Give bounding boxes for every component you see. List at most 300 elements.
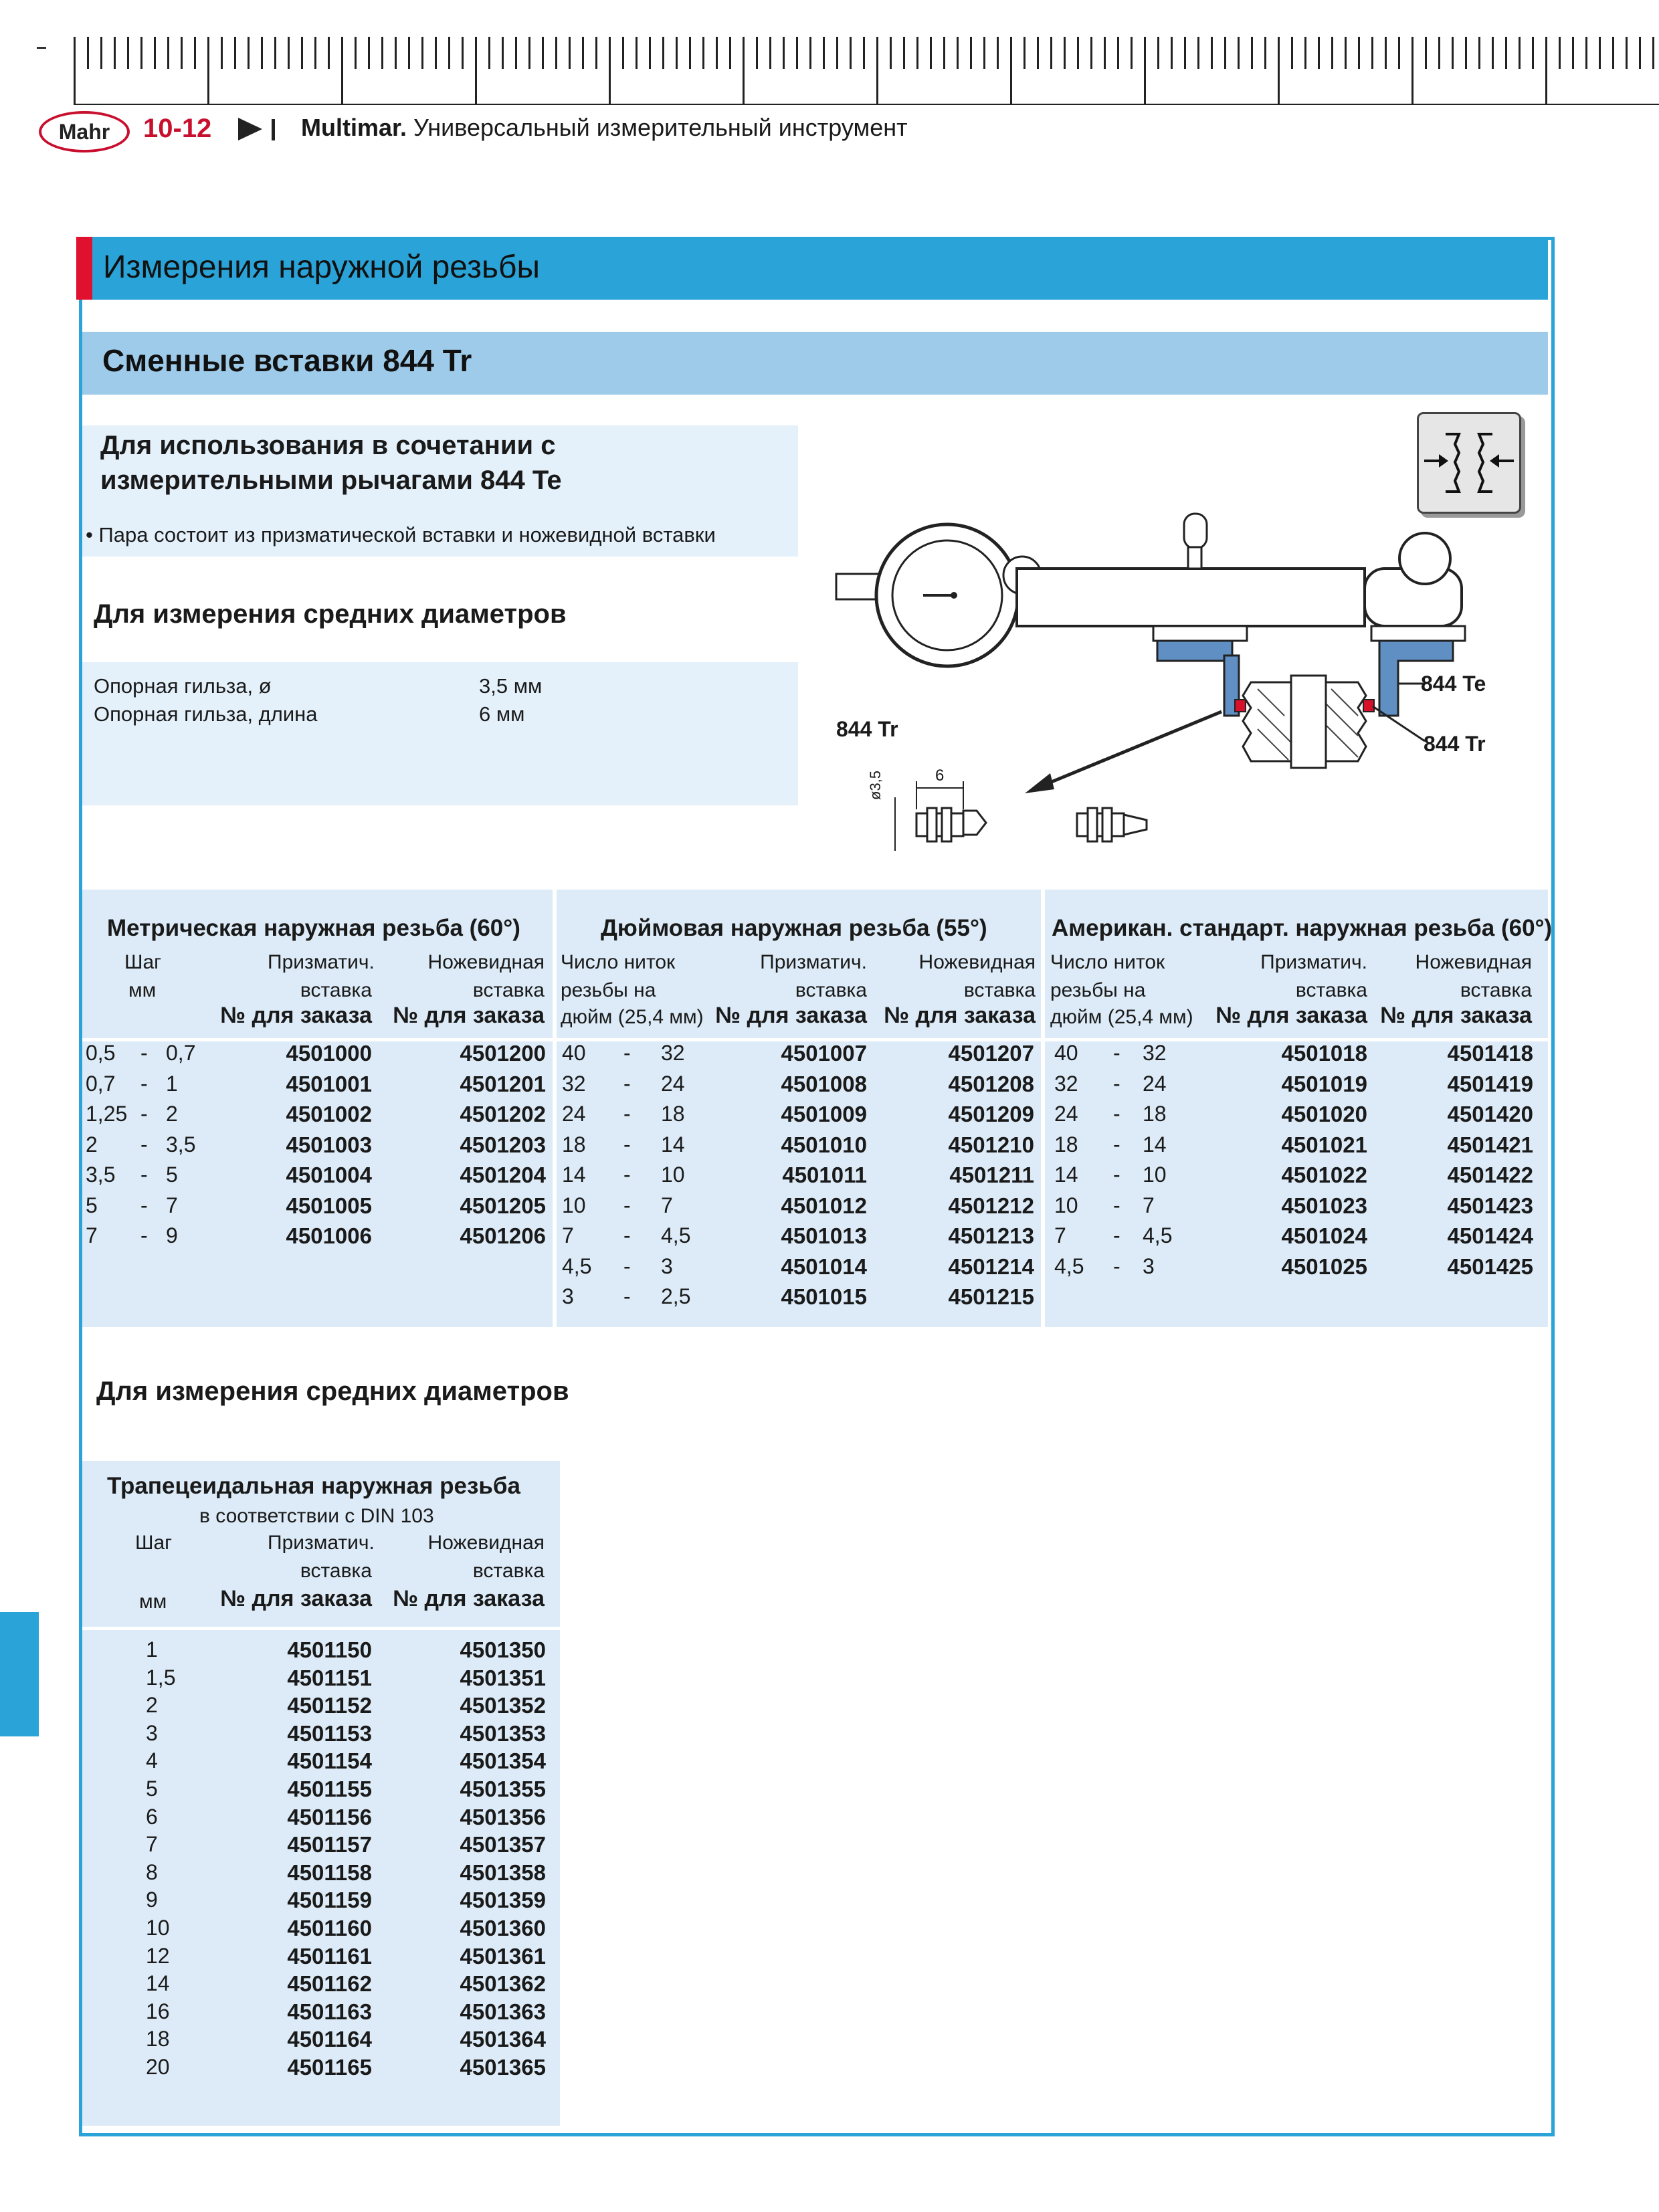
range-dash: - [623, 1223, 631, 1247]
range-to: 3 [661, 1253, 673, 1278]
trap-col3-l3: № для заказа [393, 1586, 545, 1611]
range-dash: - [1113, 1253, 1120, 1278]
trap-col2-l1: Призматич. [268, 1532, 375, 1554]
ruler-tick [1505, 37, 1507, 69]
knife-order-number: 4501422 [1447, 1163, 1533, 1187]
knife-order-number: 4501205 [460, 1193, 546, 1218]
table-row [86, 2027, 554, 2057]
table-row [562, 1193, 1038, 1224]
range-dash: - [1113, 1132, 1120, 1157]
knife-order-number: 4501362 [460, 1971, 546, 1997]
range-from: 18 [562, 1132, 586, 1157]
prism-order-number: 4501160 [287, 1916, 372, 1940]
prism-order-number: 4501024 [1281, 1223, 1367, 1248]
knife-order-number: 4501210 [948, 1132, 1034, 1157]
ruler-tick [1077, 37, 1079, 69]
prism-order-number: 4501159 [287, 1888, 372, 1913]
range-dash: - [623, 1041, 631, 1065]
ruler-tick [957, 37, 959, 69]
ruler-tick [1639, 37, 1641, 69]
metric-col3-l2: вставка [472, 979, 545, 1001]
metric-rows [86, 1041, 554, 1322]
trap-rows [86, 1637, 554, 2106]
ruler-tick [1519, 37, 1521, 69]
ruler-tick [408, 37, 410, 69]
knife-order-number: 4501208 [948, 1071, 1034, 1096]
table-row [1053, 1102, 1535, 1132]
table-row [562, 1072, 1038, 1102]
ruler-tick [716, 37, 718, 69]
prism-order-number: 4501153 [287, 1720, 372, 1746]
ruler-tick [1171, 37, 1173, 69]
knife-order-number: 4501353 [460, 1720, 546, 1746]
range-dash: - [140, 1102, 148, 1126]
prism-order-number: 4501151 [287, 1665, 372, 1690]
prism-order-number: 4501015 [781, 1284, 867, 1309]
ruler-tick [555, 37, 557, 69]
prism-order-number: 4501018 [1281, 1041, 1367, 1066]
table-row [562, 1284, 1038, 1315]
prism-order-number: 4501007 [781, 1041, 867, 1066]
ruler-tick [1545, 37, 1547, 104]
ruler-tick [943, 37, 945, 69]
ruler-tick [609, 37, 611, 104]
ruler-tick [502, 37, 504, 69]
range-to: 32 [661, 1041, 685, 1065]
ruler-tick [1117, 37, 1119, 69]
range-from: 32 [562, 1071, 586, 1096]
ruler-tick [1626, 37, 1628, 69]
metric-col2-l3: № для заказа [220, 1003, 372, 1028]
ruler-tick [1411, 37, 1413, 104]
range-dash: - [140, 1041, 148, 1065]
trap-col2-l3: № для заказа [220, 1586, 372, 1611]
mean-diam-title: Для измерения средних диаметров [94, 599, 567, 629]
knife-order-number: 4501202 [460, 1102, 546, 1126]
pitch-value: 2 [146, 1693, 158, 1718]
pitch-value: 3 [146, 1720, 158, 1745]
play-arrow-icon [238, 118, 262, 140]
knife-order-number: 4501209 [948, 1102, 1034, 1126]
ruler-tick [1278, 37, 1280, 104]
range-from: 24 [1054, 1102, 1078, 1126]
table-row [562, 1102, 1038, 1132]
ruler-tick [1652, 37, 1654, 69]
ruler-tick [368, 37, 370, 69]
ruler-tick [341, 37, 343, 104]
ruler-tick [1318, 37, 1320, 69]
knife-order-number: 4501354 [460, 1748, 546, 1774]
ruler-tick [1358, 37, 1360, 69]
range-to: 4,5 [1143, 1223, 1173, 1247]
trap-col3-l2: вставка [472, 1560, 545, 1582]
ruler-tick [1064, 37, 1066, 69]
ruler-tick [1371, 37, 1373, 69]
ruler-tick [850, 37, 852, 69]
knife-order-number: 4501360 [460, 1916, 546, 1940]
knife-order-number: 4501200 [460, 1041, 546, 1066]
table-row [562, 1132, 1038, 1163]
ruler-tick [1478, 37, 1480, 69]
ruler-tick [1238, 37, 1240, 69]
range-from: 18 [1054, 1132, 1078, 1157]
table-row [1053, 1163, 1535, 1193]
prism-order-number: 4501155 [287, 1777, 372, 1801]
prism-order-number: 4501002 [286, 1102, 372, 1126]
range-to: 24 [1143, 1071, 1167, 1096]
metric-col3-l3: № для заказа [393, 1003, 545, 1028]
prism-order-number: 4501023 [1281, 1193, 1367, 1218]
prism-order-number: 4501001 [286, 1071, 372, 1096]
pitch-value: 1 [146, 1637, 158, 1662]
ruler-tick [261, 37, 263, 69]
table-row [86, 1666, 554, 1696]
prism-order-number: 4501013 [781, 1223, 867, 1248]
range-dash: - [140, 1132, 148, 1157]
range-from: 4,5 [1054, 1253, 1084, 1278]
subsection-header [82, 332, 1548, 395]
prism-order-number: 4501164 [287, 2027, 372, 2052]
prism-order-number: 4501011 [782, 1163, 867, 1187]
prism-order-number: 4501162 [287, 1971, 372, 1997]
knife-order-number: 4501425 [1447, 1253, 1533, 1279]
range-dash: - [1113, 1071, 1120, 1096]
table-row [86, 1072, 554, 1102]
section-header [92, 237, 1548, 300]
prism-order-number: 4501157 [287, 1832, 372, 1857]
range-to: 14 [661, 1132, 685, 1157]
range-dash: - [1113, 1223, 1120, 1247]
range-dash: - [623, 1102, 631, 1126]
ruler-tick [87, 37, 89, 69]
metric-col1-l2: мм [128, 979, 157, 1001]
knife-order-number: 4501421 [1447, 1132, 1533, 1157]
pitch-value: 10 [146, 1916, 170, 1940]
pitch-value: 4 [146, 1748, 158, 1773]
ruler-tick [314, 37, 316, 69]
spec-value-1: 3,5 мм [479, 674, 543, 698]
table-row [1053, 1223, 1535, 1254]
knife-order-number: 4501356 [460, 1804, 546, 1829]
prism-order-number: 4501156 [287, 1804, 372, 1829]
range-from: 14 [1054, 1163, 1078, 1187]
knife-order-number: 4501358 [460, 1859, 546, 1885]
ruler-tick [1010, 37, 1012, 104]
label-844-tr-left: 844 Tr [836, 717, 898, 741]
range-from: 7 [1054, 1223, 1066, 1247]
spec-label-1: Опорная гильза, ø [94, 674, 272, 698]
range-from: 14 [562, 1163, 586, 1187]
ruler-tick [154, 37, 156, 69]
range-from: 24 [562, 1102, 586, 1126]
page-number: 10-12 [143, 114, 212, 143]
ruler-tick [1465, 37, 1467, 69]
metric-col2-l1: Призматич. [268, 951, 375, 973]
range-from: 32 [1054, 1071, 1078, 1096]
table-row [86, 1223, 554, 1254]
knife-order-number: 4501211 [949, 1163, 1034, 1187]
brand-bold: Multimar. [301, 114, 407, 141]
range-to: 10 [661, 1163, 685, 1187]
ruler-tick [1304, 37, 1306, 69]
range-from: 4,5 [562, 1253, 592, 1278]
pitch-value: 12 [146, 1943, 170, 1968]
range-to: 2 [166, 1102, 178, 1126]
range-to: 3 [1143, 1253, 1155, 1278]
inch-col2-l1: Призматич. [760, 951, 867, 973]
ruler-tick [930, 37, 932, 69]
ruler-tick [1572, 37, 1574, 69]
ruler-tick [890, 37, 892, 69]
inch-col3-l3: № для заказа [884, 1003, 1036, 1028]
ruler-tick [1559, 37, 1561, 69]
metric-col3-l1: Ножевидная [427, 951, 545, 973]
us-col2-l3: № для заказа [1215, 1003, 1367, 1028]
pitch-value: 18 [146, 2027, 170, 2051]
ruler-tick [207, 37, 209, 104]
table-row [86, 1805, 554, 1835]
trap-col2-l2: вставка [300, 1560, 372, 1582]
label-844-te: 844 Te [1421, 672, 1486, 696]
inch-title: Дюймовая наружная резьба (55°) [601, 915, 987, 941]
prism-order-number: 4501161 [287, 1943, 372, 1969]
ruler-tick [1184, 37, 1186, 69]
table-row [86, 1971, 554, 2002]
ruler-tick [167, 37, 169, 69]
ruler-tick [488, 37, 490, 69]
range-to: 32 [1143, 1041, 1167, 1065]
ruler-tick [796, 37, 798, 69]
table-row [86, 2055, 554, 2086]
table-row [86, 1041, 554, 1072]
prism-order-number: 4501000 [286, 1041, 372, 1066]
ruler-dash [37, 47, 46, 49]
knife-order-number: 4501418 [1447, 1041, 1533, 1066]
us-col1-l2: резьбы на [1050, 979, 1146, 1001]
inch-col3-l2: вставка [963, 979, 1036, 1001]
inch-col1-l3: дюйм (25,4 мм) [561, 1006, 704, 1028]
ruler-tick [515, 37, 517, 69]
us-col2-l1: Призматич. [1260, 951, 1367, 973]
ruler-tick [1599, 37, 1601, 69]
ruler-tick [1251, 37, 1253, 69]
range-dash: - [140, 1223, 148, 1247]
prism-order-number: 4501005 [286, 1193, 372, 1218]
table-row [86, 1132, 554, 1163]
ruler-tick [448, 37, 450, 69]
prism-order-number: 4501021 [1281, 1132, 1367, 1157]
prism-order-number: 4501006 [286, 1223, 372, 1248]
range-from: 2 [86, 1132, 98, 1157]
table-row [86, 1832, 554, 1863]
usage-line-1: Для использования в сочетании с [100, 431, 556, 460]
ruler-tick [702, 37, 704, 69]
separator [272, 119, 275, 140]
ruler-tick [127, 37, 129, 69]
ruler-tick [475, 37, 477, 104]
table-row [562, 1254, 1038, 1285]
knife-order-number: 4501361 [460, 1943, 546, 1969]
ruler-tick [756, 37, 758, 69]
us-col3-l2: вставка [1460, 979, 1532, 1001]
ruler-tick [421, 37, 423, 69]
knife-order-number: 4501352 [460, 1693, 546, 1718]
us-col3-l1: Ножевидная [1415, 951, 1532, 973]
trap-subtitle: в соответствии с DIN 103 [199, 1505, 434, 1527]
prism-order-number: 4501165 [287, 2055, 372, 2080]
range-dash: - [623, 1193, 631, 1217]
prism-order-number: 4501150 [287, 1637, 372, 1662]
prism-order-number: 4501025 [1281, 1253, 1367, 1279]
table-row [86, 1163, 554, 1193]
table-row [562, 1163, 1038, 1193]
prism-order-number: 4501019 [1281, 1071, 1367, 1096]
range-to: 3,5 [166, 1132, 196, 1157]
knife-order-number: 4501423 [1447, 1193, 1533, 1218]
prism-order-number: 4501163 [287, 1999, 372, 2024]
knife-order-number: 4501359 [460, 1888, 546, 1913]
table-row [86, 1888, 554, 1918]
knife-order-number: 4501204 [460, 1163, 546, 1187]
knife-order-number: 4501212 [948, 1193, 1034, 1218]
ruler-tick [863, 37, 865, 69]
table-row [1053, 1193, 1535, 1224]
table-row [86, 1999, 554, 2030]
table-row [86, 1944, 554, 1975]
ruler-tick [194, 37, 196, 69]
ruler-tick [1104, 37, 1106, 69]
section-title: Измерения наружной резьбы [103, 249, 540, 285]
ruler-tick [1157, 37, 1159, 69]
range-dash: - [623, 1253, 631, 1278]
inch-rows [562, 1041, 1038, 1322]
table-row [562, 1223, 1038, 1254]
us-col1-l3: дюйм (25,4 мм) [1050, 1006, 1193, 1028]
ruler-tick [1224, 37, 1226, 69]
pitch-value: 1,5 [146, 1665, 176, 1690]
ruler-tick [355, 37, 357, 69]
ruler-tick [997, 37, 999, 69]
ruler-tick [528, 37, 530, 69]
ruler-tick [1331, 37, 1333, 69]
ruler-tick [301, 37, 303, 69]
knife-order-number: 4501203 [460, 1132, 546, 1157]
pitch-value: 6 [146, 1804, 158, 1829]
ruler-tick [1037, 37, 1039, 69]
knife-order-number: 4501350 [460, 1637, 546, 1662]
table-row [1053, 1041, 1535, 1072]
ruler-tick [916, 37, 918, 69]
ruler-tick [140, 37, 142, 69]
ruler-tick [970, 37, 972, 69]
ruler-tick [769, 37, 771, 69]
ruler-tick [221, 37, 223, 69]
inch-col2-l3: № для заказа [715, 1003, 867, 1028]
range-from: 1,25 [86, 1102, 128, 1126]
trap-col1-l2: мм [139, 1591, 167, 1613]
ruler-tick [809, 37, 811, 69]
metric-col2-l2: вставка [300, 979, 372, 1001]
pitch-value: 7 [146, 1832, 158, 1857]
ruler-tick [1211, 37, 1213, 69]
range-to: 1 [166, 1071, 178, 1096]
us-col1-l1: Число ниток [1050, 951, 1165, 973]
ruler-tick [234, 37, 236, 69]
range-to: 4,5 [661, 1223, 691, 1247]
prism-order-number: 4501152 [287, 1693, 372, 1718]
ruler-tick [1438, 37, 1440, 69]
ruler-tick [676, 37, 678, 69]
range-from: 40 [1054, 1041, 1078, 1065]
ruler-tick [74, 37, 76, 104]
range-dash: - [623, 1284, 631, 1308]
table-row [86, 1777, 554, 1807]
knife-order-number: 4501351 [460, 1665, 546, 1690]
pitch-value: 5 [146, 1777, 158, 1801]
ruler-tick [1264, 37, 1266, 69]
range-to: 5 [166, 1163, 178, 1187]
table-row [1053, 1132, 1535, 1163]
ruler-tick [1131, 37, 1133, 69]
table-row [86, 1193, 554, 1224]
usage-title [100, 428, 562, 498]
ruler-tick [1425, 37, 1427, 69]
ruler-tick [395, 37, 397, 69]
red-accent [76, 237, 92, 300]
ruler-tick [1532, 37, 1534, 69]
table-row [86, 1693, 554, 1724]
prism-order-number: 4501154 [287, 1748, 372, 1774]
range-from: 10 [562, 1193, 586, 1217]
ruler-tick [1612, 37, 1614, 69]
knife-order-number: 4501424 [1447, 1223, 1533, 1248]
ruler-tick [1385, 37, 1387, 69]
trap-col1-l1: Шаг [135, 1532, 173, 1554]
knife-order-number: 4501213 [948, 1223, 1034, 1248]
label-844-tr-right: 844 Tr [1424, 732, 1486, 756]
range-dash: - [623, 1132, 631, 1157]
range-to: 2,5 [661, 1284, 691, 1308]
table-row [86, 1860, 554, 1891]
us-rows [1053, 1041, 1535, 1322]
range-from: 10 [1054, 1193, 1078, 1217]
ruler-tick [595, 37, 597, 69]
range-to: 18 [661, 1102, 685, 1126]
ruler-tick [582, 37, 584, 69]
table-row [86, 1748, 554, 1779]
inch-col2-l2: вставка [795, 979, 867, 1001]
pitch-value: 14 [146, 1971, 170, 1996]
table-row [86, 1637, 554, 1668]
table-row [86, 1916, 554, 1946]
knife-order-number: 4501419 [1447, 1071, 1533, 1096]
knife-order-number: 4501207 [948, 1041, 1034, 1066]
ruler-tick [783, 37, 785, 69]
ruler-tick [1090, 37, 1092, 69]
subsection-title: Сменные вставки 844 Tr [102, 343, 472, 378]
range-to: 7 [166, 1193, 178, 1217]
prism-order-number: 4501003 [286, 1132, 372, 1157]
range-dash: - [1113, 1041, 1120, 1065]
pitch-value: 8 [146, 1859, 158, 1884]
brand-text: Универсальный измерительный инструмент [407, 114, 908, 141]
prism-order-number: 4501004 [286, 1163, 372, 1187]
knife-order-number: 4501214 [948, 1253, 1034, 1279]
inch-col1-l1: Число ниток [561, 951, 676, 973]
ruler-tick [381, 37, 383, 69]
dim-diameter: ø3,5 [867, 770, 884, 800]
ruler-tick [1197, 37, 1199, 69]
